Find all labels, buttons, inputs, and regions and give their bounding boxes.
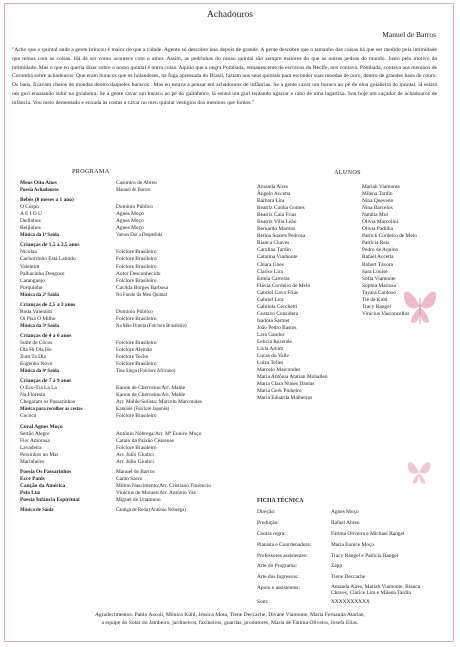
ficha-row [257, 599, 435, 606]
ack-line-2: a equipe do Solar do Jambeiro, jardineiros, faxineiros, guardas, produtores, Maria de Fátima Oliveira, Josefa Elias. [101, 620, 359, 627]
program-item-title: Música da 2ª Saída [20, 292, 59, 298]
student-name: Sophia Mariosa [362, 282, 396, 289]
student-name: Olivia Padilha [362, 226, 393, 233]
student-name: Beatriz Cunha Gomes [257, 205, 305, 212]
program-item-author: Folclore Brasileiro [116, 263, 157, 270]
student-name: Tiê de Kuhl [362, 296, 388, 303]
program-item-author: Domínio Público [116, 204, 153, 211]
program-item-author: Kanon de Cherveins/Arr. Mahle [116, 385, 186, 392]
program-item-title: Zum Ta Dia [20, 354, 46, 361]
student-name: Isadora Sarmet [257, 317, 290, 324]
poem-text: "Acho que o quintal onde a gente brincou é maior do que a cidade. Agente só descobre isso depois de grande. A gente descobre que o tamanho das coisas há que ser medido pela intimidade que temos com as coisas. Há de ser como acontece com o amor. Assim, as pedrinhas do nosso quintal são sempre maiores do que as outras pedras do mundo. Justo pelo motivo da intimidade. Mas o que eu queria dizer sobre o nosso quintal é outra coisa. Aquilo que a negra Pombada, remanescente de escravos do Recife, nos contava. Pombada, contava aos meninos de Corumbá sobre achadouros. Que eram buracos que os holandeses, na fuga apressada do Brasil, faziam nos seus quintais para esconder suas moedas de ouro, dentro de grandes baús de couro. Os baús, ficavam cheios de moedas dentro daqueles buracos.. Mas eu estava a pensar em achadouros de infâncias. Se a gente cavar um buraco ao pé de uma goiabeira do quintal, lá estará um guri ensaiando subir na goiabeira. Se a gente cavar um buraco ao pé do galinheiro, lá estará um guri tentando agarrar o rabo de uma lagartixa. Sou hoje um caçador de achadouros de infância. Vou meio dementado e enxada às costas a cavar no meu quintal vestígios dos meninos que fomos." [12, 47, 437, 106]
student-name: Catarina Viamonte [257, 254, 298, 261]
program-item-author: Folclore Brasileiro [116, 339, 157, 346]
program-item-title: Porquinho [20, 284, 43, 291]
ficha-value: Rafael Abreu [331, 519, 360, 526]
program-item-title: Música da 4ª Saída [20, 369, 59, 375]
program-item-author: Miguel de Unamuno [116, 496, 161, 503]
program-item-title: O Corpo [20, 204, 39, 211]
ack-line-1: Agradecimentos: Pablo Ascoli, Mônica Kühl, Jéssica Mota, Tiene Deccache, Divane Viamonte, Maria Fernanda Atarian, [94, 612, 365, 618]
ficha-row [257, 553, 435, 560]
student-name: Letícia Rezende [257, 339, 292, 346]
program-section [20, 490, 211, 497]
program-section [20, 469, 211, 476]
ficha-value: Fátima Oliveira e Michael Rangel [331, 530, 405, 537]
program-item [20, 309, 211, 316]
student-name: Maria Antônia Atarian Mohallen [257, 374, 328, 381]
program-item-title: Valentim [20, 263, 40, 270]
program-item-author: Folclore Tecbo [116, 354, 149, 361]
ficha-heading: FICHA TÉCNICA [257, 498, 304, 504]
student-name: Beatriz Villa Leão [257, 219, 297, 226]
program-item-author: No Fundo do Meu Quintal [116, 292, 167, 298]
program-item-title: Crianças de 2,5 a 3 anos [20, 301, 76, 308]
program-item-author: Folclore Brasileiro [116, 315, 157, 322]
program-item-author: Folclore Brasileiro [116, 413, 157, 420]
program-item-title: Coral Agnes Moço [20, 423, 63, 430]
student-name: Nina Quevedo [362, 198, 394, 205]
student-name: Gustavo Considera [257, 310, 299, 317]
program-item [20, 361, 211, 368]
program-item-title: Cocócó [20, 413, 37, 420]
student-name: Chiara Góes [257, 261, 284, 268]
ficha-value: Zapp [331, 563, 343, 570]
program-item-title: Oi Pisa O Milho [20, 315, 56, 322]
program-section [20, 378, 211, 385]
program-item-author: Vamos Dar a Despedida [116, 233, 163, 239]
program-music [20, 507, 211, 514]
program-item [20, 431, 211, 438]
program-item-author: Tina Singu (Folclore Africano) [116, 369, 176, 375]
student-name: Amanda Aires [257, 184, 288, 190]
program-item [20, 340, 211, 347]
ficha-row [257, 542, 435, 549]
ficha-label: Pianista e Coordenadora: [257, 541, 312, 548]
program-heading: PROGRAMA [72, 168, 110, 175]
program-item [20, 459, 211, 466]
program-item [20, 399, 211, 406]
student-name: Bianca Chaves [257, 240, 290, 247]
program-item-author: Kamiolé (Folclore Japonês) [116, 407, 170, 413]
program-item-author: Manuel de Barros [116, 468, 155, 475]
program-item-title: Sertão Alegre [20, 430, 50, 437]
program-item-title: Caranguejo [20, 277, 45, 284]
ficha-label: Som: [257, 599, 269, 606]
program-item-title: Meus Oito Anos [20, 180, 57, 186]
student-name: Gabriela Cecchetti [257, 303, 298, 310]
student-name: Robert Távora [362, 261, 394, 268]
program-item-title: Música da 1ª Saída [20, 233, 59, 239]
student-name: Tayara Cardoso [362, 289, 396, 296]
program-item-author: Antônio Nóbrega/Arr. Mª Eunice Moço [116, 430, 202, 437]
student-name: Patrícia Reis [362, 240, 390, 247]
student-name: Nina Barcelos [362, 205, 393, 212]
program-item [20, 218, 211, 225]
butterfly-icon [398, 276, 442, 342]
program-item-title: Peixinhos no Mar [20, 451, 59, 458]
student-name: João Pedro Bastos [257, 324, 297, 331]
program-item-title: O Eco-Tra La La [20, 385, 57, 392]
program-item [20, 264, 211, 271]
program-item-author: Arr. Júlio Giudici [116, 451, 154, 458]
ficha-value: Agnes Moço [331, 509, 359, 515]
program-section [20, 242, 211, 249]
program-item-author: Casimiro de Abreu [116, 180, 157, 186]
program-item-author: Vinicius de Moraes/Arr. Antônio Vaz [116, 489, 196, 496]
student-name: Bernardo Martins [257, 226, 296, 233]
program-item-author: Cantiga de Roda (Antônio Nóbrega) [116, 508, 186, 514]
program-item [20, 211, 211, 218]
program-music [20, 187, 211, 194]
program-music [20, 323, 211, 330]
program-item-title: Palhacinho Dengoso [20, 270, 65, 277]
ficha-row [257, 585, 435, 596]
program-item-title: Cachorrinho Está Latindo [20, 256, 76, 263]
program-item [20, 204, 211, 211]
student-name: Pedro de Aquino [362, 247, 399, 254]
ficha-rows [257, 509, 435, 606]
program-item-author: Arr. Mahle/Solista: Marcelo Marcondes [116, 399, 202, 406]
student-name: Bárbara Lira [257, 198, 285, 205]
program-item-title: Nicolau [20, 249, 38, 256]
student-name: Lara Gandur [257, 331, 285, 338]
program-item-title: Crianças de 7 a 9 anos [20, 378, 72, 385]
program-item-title: Ola Hi Ola Ho [20, 347, 52, 354]
butterfly-icon [404, 452, 434, 494]
student-name: Marcelo Marcondes [257, 367, 301, 374]
program-item-author: Agnes Moço [116, 211, 144, 218]
program-item-author: Manuel de Barros [116, 188, 151, 194]
program-item-title: Roda Valentim [20, 308, 53, 315]
alunos-column-1 [257, 184, 328, 402]
alunos-heading: ALUNOS [334, 169, 361, 176]
program-item-title: Música para recolher as cestas [20, 407, 83, 413]
program-item-author: Arr. Júlio Giudici [116, 458, 154, 465]
student-name: Tracy Rangel [362, 303, 391, 310]
program-section [20, 497, 211, 504]
program-item-author: Kanon de Cherveins/Arr. Mahle [116, 392, 186, 399]
program-item-title: Bebês (8 meses a 1 ano) [20, 197, 74, 204]
program-item-author: Cacilda Borges Barbosa [116, 284, 168, 291]
program-item [20, 438, 211, 445]
program-item [20, 347, 211, 354]
student-name: Betina Soares Pedrosa [257, 233, 306, 240]
program-item-author: Canto Sacro [116, 475, 143, 482]
student-name: Flávia Cordeiro de Melo [257, 282, 311, 289]
program-music [20, 406, 211, 413]
ficha-value: XXXXXXXXXX [331, 599, 370, 606]
ficha-value: Tiene Deccache [331, 574, 366, 581]
ficha-label: Produção: [257, 519, 279, 526]
program-item-title: Suíte de Cocos [20, 339, 53, 346]
student-name: Mariah Viamonte [362, 184, 400, 190]
ficha-label: Contra regra: [257, 530, 286, 537]
program-item-title: Crianças de 1,5 a 2,5 anos [20, 242, 80, 249]
program-item [20, 285, 211, 292]
program-item-author: Folclore Brasileiro [116, 249, 157, 256]
ficha-tecnica [257, 498, 435, 610]
program-item-author: Folclore Brasileiro [116, 444, 157, 451]
program-item [20, 385, 211, 392]
student-name: Sofia Viamonte [362, 275, 396, 282]
student-name: Ângelo Accetta [257, 191, 291, 198]
program-item-author: Agnes Moço [116, 218, 144, 225]
student-name: Patrick Cordeiro de Melo [362, 233, 417, 240]
program-section [20, 483, 211, 490]
student-name: Maria Eduarda Malheiros [257, 395, 313, 402]
program-item-title: Lavadeira [20, 444, 42, 451]
student-name: Gabriel Gava Frias [257, 289, 299, 296]
program-item-title: A E I O U [20, 211, 42, 218]
program-section [20, 180, 211, 187]
student-name: Gabriel Lira [257, 296, 284, 303]
program-music [20, 232, 211, 239]
program-item [20, 278, 211, 285]
program-item-author: Na Mão Direita (Folclore Brasileiro) [116, 323, 187, 329]
program-item-author: Folclore Alemão [116, 347, 153, 354]
program-section [20, 424, 211, 431]
ficha-label: Professores assistentes: [257, 552, 308, 559]
author-name: Manuel de Barros [382, 30, 436, 39]
ficha-row [257, 531, 435, 538]
student-name: Lívia Amim [257, 346, 284, 353]
student-name: Maria Gerk Pinheiro [257, 388, 302, 395]
program-item-title: Na Floresta [20, 392, 46, 399]
student-name: Estela Carreras [257, 275, 290, 282]
program-item-title: Música de Saída [20, 508, 54, 514]
program-item [20, 256, 211, 263]
student-name: Maria Clara Nunes Dantas [257, 381, 315, 388]
program-item [20, 249, 211, 256]
program-item-author: Folclore Brasileiro [116, 361, 157, 368]
student-name: Olivia Marcolini [362, 219, 399, 226]
program-item-title: Dedinhos [20, 218, 41, 225]
program-item-title: Pela Luz [20, 489, 41, 496]
student-name: Sara Louise [362, 268, 388, 275]
ficha-row [257, 509, 435, 516]
program-item-title: Canção da América [20, 482, 66, 489]
program-item-title: Crianças de 4 a 6 anos [20, 332, 72, 339]
program-item-author: Folclore Brasileiro [116, 277, 157, 284]
program-item [20, 392, 211, 399]
program-item-author: Milton Nascimento/Arr. Cristiano Florencio [116, 482, 211, 489]
program-item [20, 354, 211, 361]
ficha-label: Arte do Programa: [257, 563, 298, 570]
ficha-row [257, 520, 435, 527]
student-name: Beatriz Gaia Frias [257, 212, 297, 219]
program-section [20, 302, 211, 309]
program-section [20, 333, 211, 340]
program-item-author: Catulo da Paixão Cearense [116, 437, 174, 444]
program-item-title: Beijinhos [20, 225, 41, 232]
program-item [20, 445, 211, 452]
student-name: Rafael Accetta [362, 254, 394, 261]
program-item-title: Ecce Panis [20, 475, 45, 482]
student-name: Luiza Telles [257, 360, 284, 367]
program-item [20, 316, 211, 323]
acknowledgements [0, 611, 460, 628]
ficha-row [257, 563, 435, 570]
program-item-title: Flor Amorosa [20, 437, 50, 444]
program-item-title: Marinheiro [20, 458, 45, 465]
program-list [20, 180, 211, 514]
program-item-title: Chegaram os Passarinhos [20, 399, 76, 406]
program-item [20, 271, 211, 278]
program-item [20, 452, 211, 459]
program-item-author: Agnes Moço [116, 225, 144, 232]
program-music [20, 292, 211, 299]
program-item-title: Poesia Infância Espiritual [20, 496, 80, 503]
student-name: Milena Tardin [362, 191, 393, 198]
program-section [20, 197, 211, 204]
student-name: Carolina Tardin [257, 247, 291, 254]
program-item-author: Autor Desconhecido [116, 270, 161, 277]
program-music [20, 368, 211, 375]
program-item-author: Folclore Brasileiro [116, 256, 157, 263]
student-name: Lucas do Valle [257, 353, 289, 360]
ficha-row [257, 574, 435, 581]
program-item [20, 225, 211, 232]
program-section [20, 476, 211, 483]
ficha-value: Amanda Aires, Mariah Viamonte, Bianca Chaves, Clarice Lira e Milena Tardin [331, 584, 421, 596]
student-name: Vinicius Vasconcellos [362, 310, 410, 317]
student-name: Clarice Lira [257, 268, 283, 275]
program-item-title: Poesia Achadouros [20, 188, 59, 194]
ficha-value: Tracy Rangel e Patrícia Rangel [331, 552, 399, 559]
student-name: Natália Mol [362, 212, 388, 219]
ficha-label: Apoio e assistentes: [257, 585, 300, 592]
program-item-author: Domínio Público [116, 308, 153, 315]
ficha-label: Direção: [257, 509, 276, 515]
program-item [20, 413, 211, 420]
ficha-label: Arte dos Ingressos: [257, 574, 299, 581]
page-title: Achadouros [207, 10, 253, 20]
program-item-title: Música da 3ª Saída [20, 323, 59, 329]
ficha-value: Maria Eunice Moço [331, 541, 375, 548]
program-item-title: Poesia Os Passarinhos [20, 468, 72, 475]
program-item-title: Engenho Novo [20, 361, 53, 368]
